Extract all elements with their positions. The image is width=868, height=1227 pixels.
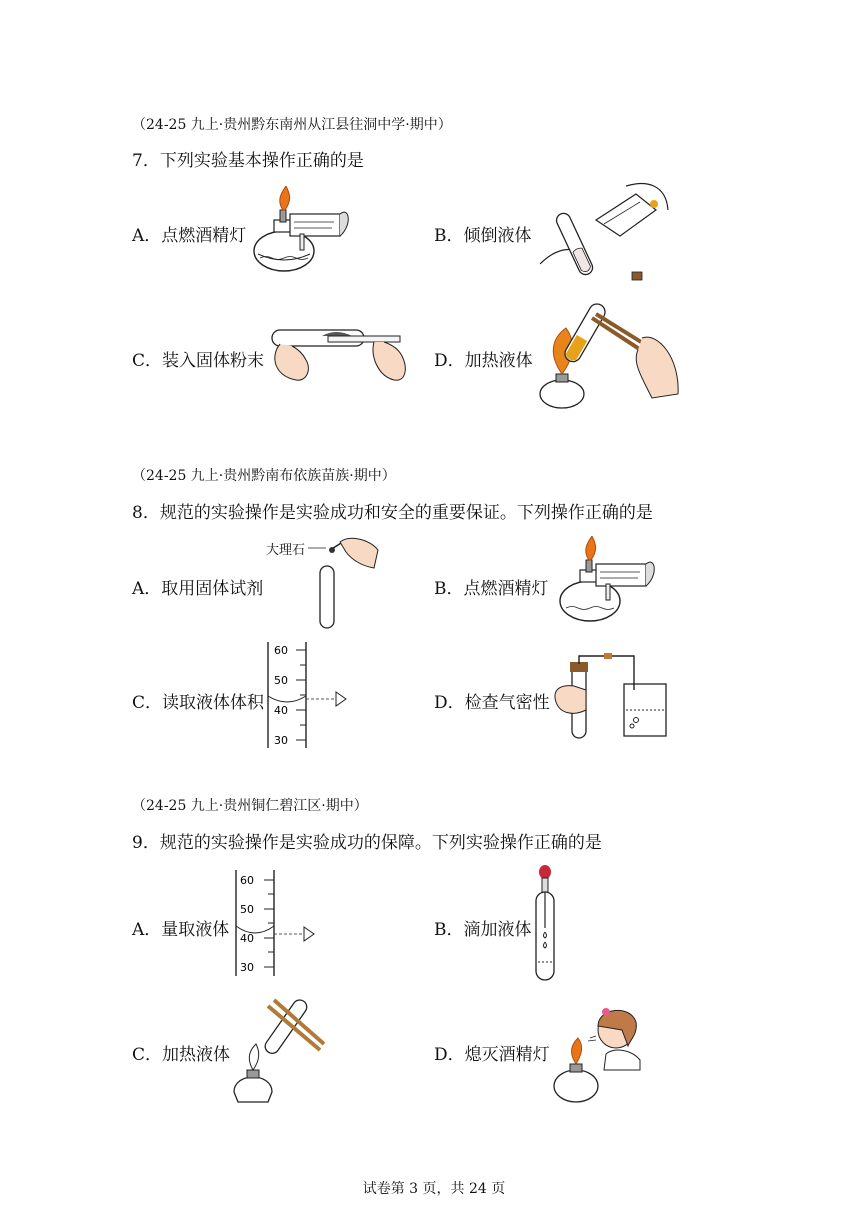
scale-label-60: 60 xyxy=(240,874,254,887)
q8-option-b[interactable]: B．点燃酒精灯 xyxy=(434,579,549,599)
question-8-source: （24-25 九上·贵州黔南布依族苗族·期中） xyxy=(132,468,396,484)
q9-option-d[interactable]: D．熄灭酒精灯 xyxy=(434,1045,550,1065)
heating-liquid-figure xyxy=(532,298,682,416)
question-8-stem: 8．规范的实验操作是实验成功和安全的重要保证。下列操作正确的是 xyxy=(132,503,653,523)
heating-liquid-figure-2 xyxy=(228,992,328,1112)
q9-option-a[interactable]: A．量取液体 xyxy=(132,920,230,940)
question-7-stem: 7．下列实验基本操作正确的是 xyxy=(132,151,364,171)
q8-option-c[interactable]: C．读取液体体积 xyxy=(132,693,265,713)
scale-label-40: 40 xyxy=(274,704,288,717)
checking-airtightness-figure xyxy=(550,650,670,746)
q8-option-d[interactable]: D．检查气密性 xyxy=(434,693,550,713)
q8-option-a[interactable]: A．取用固体试剂 xyxy=(132,579,264,599)
q9-option-c[interactable]: C．加热液体 xyxy=(132,1045,231,1065)
question-9-stem: 9．规范的实验操作是实验成功的保障。下列实验操作正确的是 xyxy=(132,833,602,853)
marble-label: 大理石 xyxy=(266,543,306,558)
q7-option-d[interactable]: D．加热液体 xyxy=(434,351,533,371)
question-9-source: （24-25 九上·贵州铜仁碧江区·期中） xyxy=(132,798,368,814)
q7-option-b[interactable]: B．倾倒液体 xyxy=(434,226,532,246)
pouring-liquid-figure xyxy=(536,180,671,290)
dropping-liquid-figure xyxy=(530,864,560,988)
scale-label-60: 60 xyxy=(274,644,288,657)
measuring-liquid-cylinder-figure xyxy=(228,868,328,984)
scale-label-50: 50 xyxy=(274,674,288,687)
lighting-alcohol-lamp-with-lamp-figure-2 xyxy=(550,536,660,632)
scale-label-30: 30 xyxy=(274,734,288,747)
q9-option-b[interactable]: B．滴加液体 xyxy=(434,920,532,940)
extinguishing-alcohol-lamp-figure xyxy=(550,1000,642,1112)
page-footer: 试卷第 3 页，共 24 页 xyxy=(362,1181,506,1197)
q7-option-c[interactable]: C．装入固体粉末 xyxy=(132,351,265,371)
adding-solid-powder-figure xyxy=(266,320,408,390)
taking-solid-reagent-figure xyxy=(266,530,382,636)
scale-label-40: 40 xyxy=(240,932,254,945)
scale-label-50: 50 xyxy=(240,903,254,916)
question-7-source: （24-25 九上·贵州黔东南州从江县往洞中学·期中） xyxy=(132,117,452,133)
scale-label-30: 30 xyxy=(240,961,254,974)
reading-cylinder-scale-figure xyxy=(260,640,360,756)
q7-option-a[interactable]: A．点燃酒精灯 xyxy=(132,226,247,246)
lighting-alcohol-lamp-with-lamp-figure xyxy=(244,186,354,282)
